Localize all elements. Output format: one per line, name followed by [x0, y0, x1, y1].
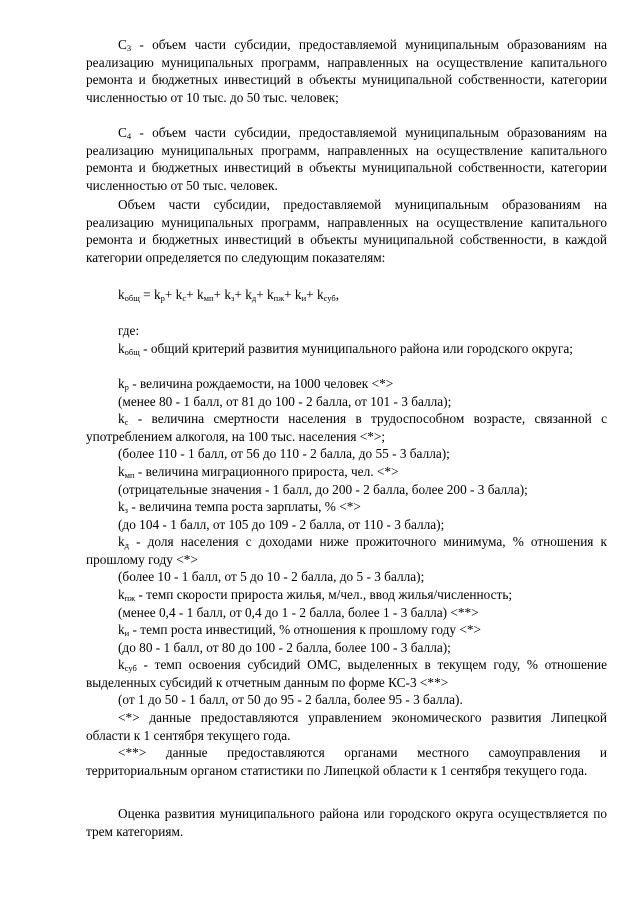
footnote-1: <*> данные предоставляются управлением экономического развития Липецкой области к 1 сентября текущего года.: [86, 710, 607, 743]
item-kd-scale: (более 10 - 1 балл, от 5 до 10 - 2 балла, до 5 - 3 балла);: [118, 569, 425, 584]
paragraph-c3: [86, 36, 607, 106]
c3-text: - объем части субсидии, предоставляемой муниципальным образованиям на реализацию муниципальных программ, направленных на осуществление капитального ремонта и бюджетных инвестиций в объекты муниципальной собственности, категории численностью от 10 тыс. до 50 тыс. человек;: [86, 37, 607, 105]
formula-kobsh: $k_{общ} = k_р+ k_с+ k_{мп}+ k_з+ k_д+ k_{пж}+ k_и+ k_{суб}$,: [118, 287, 340, 303]
item-kobsh: $k_{общ}$ - общий критерий развития муниципального района или городского округа;: [118, 341, 574, 357]
item-kr: $k_р$ - величина рождаемости, на 1000 человек <*>: [118, 376, 394, 392]
item-kz-scale: (до 104 - 1 балл, от 105 до 109 - 2 балла, от 110 - 3 балла);: [118, 517, 445, 532]
where-label: где:: [118, 323, 140, 338]
item-ki: $k_и$ - темп роста инвестиций, % отношения к прошлому году <*>: [118, 622, 481, 638]
c4-text: - объем части субсидии, предоставляемой муниципальным образованиям на реализацию муниципальных программ, направленных на осуществление капитального ремонта и бюджетных инвестиций в объекты муниципальной собственности, категории численностью от 50 тыс. человек.: [86, 125, 607, 193]
item-kz: $k_з$ - величина темпа роста зарплаты, % <*>: [118, 499, 361, 515]
item-ksub: $k_{суб}$ - темп освоения субсидий ОМС, выделенных в текущем году, % отношение выделенных субсидий к отчетным данным по форме КС-3 <**>: [86, 657, 607, 690]
item-kmp: $k_{мп}$ - величина миграционного прироста, чел. <*>: [118, 464, 399, 480]
c4-symbol: С: [118, 125, 127, 140]
item-kc: $k_с$ - величина смертности населения в трудоспособном возрасте, связанной с употреблением алкоголя, на 100 тыс. населения <*>;: [86, 411, 607, 444]
c3-subscript: 3: [126, 43, 132, 53]
item-kr-scale: (менее 80 - 1 балл, от 81 до 100 - 2 балла, от 101 - 3 балла);: [118, 394, 452, 409]
item-kc-scale: (более 110 - 1 балл, от 56 до 110 - 2 балла, до 55 - 3 балла);: [118, 446, 450, 461]
c3-symbol: С: [118, 37, 127, 52]
item-ki-scale: (до 80 - 1 балл, от 80 до 100 - 2 балла, более 100 - 3 балла);: [118, 640, 451, 655]
paragraph-final: Оценка развития муниципального района или городского округа осуществляется по трем категориям.: [86, 806, 607, 839]
paragraph-intro: Объем части субсидии, предоставляемой муниципальным образованиям на реализацию муниципальных программ, направленных на осуществление капитального ремонта и бюджетных инвестиций в объекты муниципальной собственности, в каждой категории определяется по следующим показателям:: [86, 197, 607, 265]
c4-subscript: 4: [126, 131, 132, 141]
item-kd: $k_д$ - доля населения с доходами ниже прожиточного минимума, % отношения к прошлому году <*>: [86, 534, 607, 567]
item-kpzh: $k_{пж}$ - темп скорости прироста жилья, м/чел., ввод жилья/численность;: [118, 587, 513, 603]
item-kmp-scale: (отрицательные значения - 1 балл, до 200 - 2 балла, более 200 - 3 балла);: [118, 482, 528, 497]
footnote-2: <**> данные предоставляются органами местного самоуправления и территориальным органом статистики по Липецкой области к 1 сентября текущего года.: [86, 745, 607, 778]
item-ksub-scale: (от 1 до 50 - 1 балл, от 50 до 95 - 2 балла, более 95 - 3 балла).: [118, 692, 463, 707]
item-kpzh-scale: (менее 0,4 - 1 балл, от 0,4 до 1 - 2 балла, более 1 - 3 балла) <**>: [118, 605, 479, 620]
paragraph-c4: [86, 124, 607, 194]
